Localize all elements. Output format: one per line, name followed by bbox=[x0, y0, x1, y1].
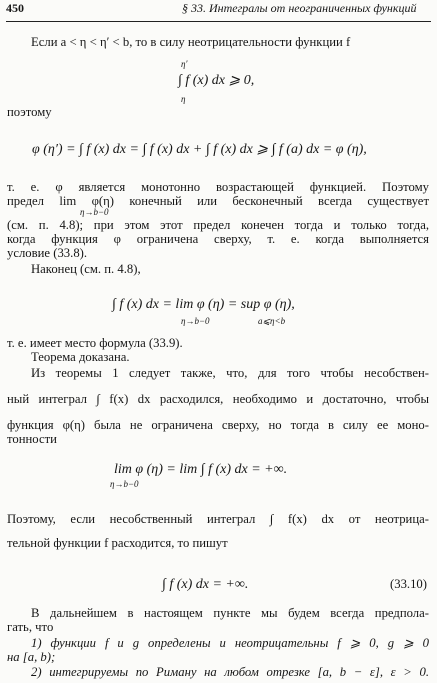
paragraph-3-line-3: (см. п. 4.8); при этом этот предел конечен тогда и только тогда, bbox=[7, 218, 429, 232]
paragraph-7-line-1: Из теоремы 1 следует также, что, для того чтобы несобствен- bbox=[31, 366, 429, 380]
paragraph-1: Если a < η < η′ < b, то в силу неотрицательности функции f bbox=[31, 35, 351, 49]
list-item-1-line-1: 1) функции f и g определены и неотрицательны f ⩾ 0, g ⩾ 0 bbox=[31, 636, 429, 650]
eq1-lower-limit: η bbox=[181, 94, 186, 104]
paragraph-9-line-2: гать, что bbox=[7, 620, 54, 634]
equation-1: ∫ f (x) dx ⩾ 0, bbox=[178, 73, 255, 88]
list-item-1-line-2: на [a, b); bbox=[7, 650, 56, 664]
paragraph-6: Теорема доказана. bbox=[31, 350, 130, 364]
paragraph-3-line-2: предел lim φ(η) конечный или бесконечный всегда существует bbox=[7, 194, 429, 208]
equation-number: (33.10) bbox=[390, 577, 427, 591]
eq1-upper-limit: η′ bbox=[181, 59, 188, 69]
paragraph-2: поэтому bbox=[7, 105, 52, 119]
paragraph-8-line-2: тельной функции f расходится, то пишут bbox=[7, 536, 228, 550]
equation-5: ∫ f (x) dx = +∞. bbox=[162, 577, 249, 592]
eq3-lim-subscript: η→b−0 bbox=[181, 316, 210, 326]
paragraph-9-line-1: В дальнейшем в настоящем пункте мы будем всегда предпола- bbox=[31, 606, 429, 620]
equation-4: lim φ (η) = lim ∫ f (x) dx = +∞. bbox=[114, 462, 288, 477]
running-header: § 33. Интегралы от неограниченных функций bbox=[182, 1, 417, 15]
list-item-2: 2) интегрируемы по Риману на любом отрезке [a, b − ε], ε > 0. bbox=[31, 665, 429, 679]
eq4-subscript: η→b−0 bbox=[110, 479, 139, 489]
page-number: 450 bbox=[6, 1, 24, 15]
paragraph-5: т. е. имеет место формула (33.9). bbox=[7, 336, 183, 350]
header-rule bbox=[6, 21, 431, 22]
limit-subscript: η→b−0 bbox=[80, 207, 109, 217]
paragraph-4: Наконец (см. п. 4.8), bbox=[31, 262, 141, 276]
equation-3: ∫ f (x) dx = lim φ (η) = sup φ (η), bbox=[112, 297, 295, 312]
paragraph-3-line-4: когда функция φ ограничена сверху, т. е. когда выполняется bbox=[7, 232, 429, 246]
paragraph-3-line-5: условие (33.8). bbox=[7, 246, 88, 260]
paragraph-7-line-4: тонности bbox=[7, 432, 57, 446]
paragraph-7-line-2: ный интеграл ∫ f(x) dx расходился, необходимо и достаточно, чтобы bbox=[7, 392, 429, 406]
paragraph-3-line-1: т. е. φ является монотонно возрастающей функцией. Поэтому bbox=[7, 180, 429, 194]
paragraph-8-line-1: Поэтому, если несобственный интеграл ∫ f(x) dx от неотрица- bbox=[7, 512, 429, 526]
eq3-sup-subscript: a⩽η<b bbox=[258, 316, 286, 326]
equation-2: φ (η′) = ∫ f (x) dx = ∫ f (x) dx + ∫ f (x) dx ⩾ ∫ f (a) dx = φ (η), bbox=[32, 142, 367, 157]
paragraph-7-line-3: функция φ(η) была не ограничена сверху, но тогда в силу ее моно- bbox=[7, 418, 429, 432]
